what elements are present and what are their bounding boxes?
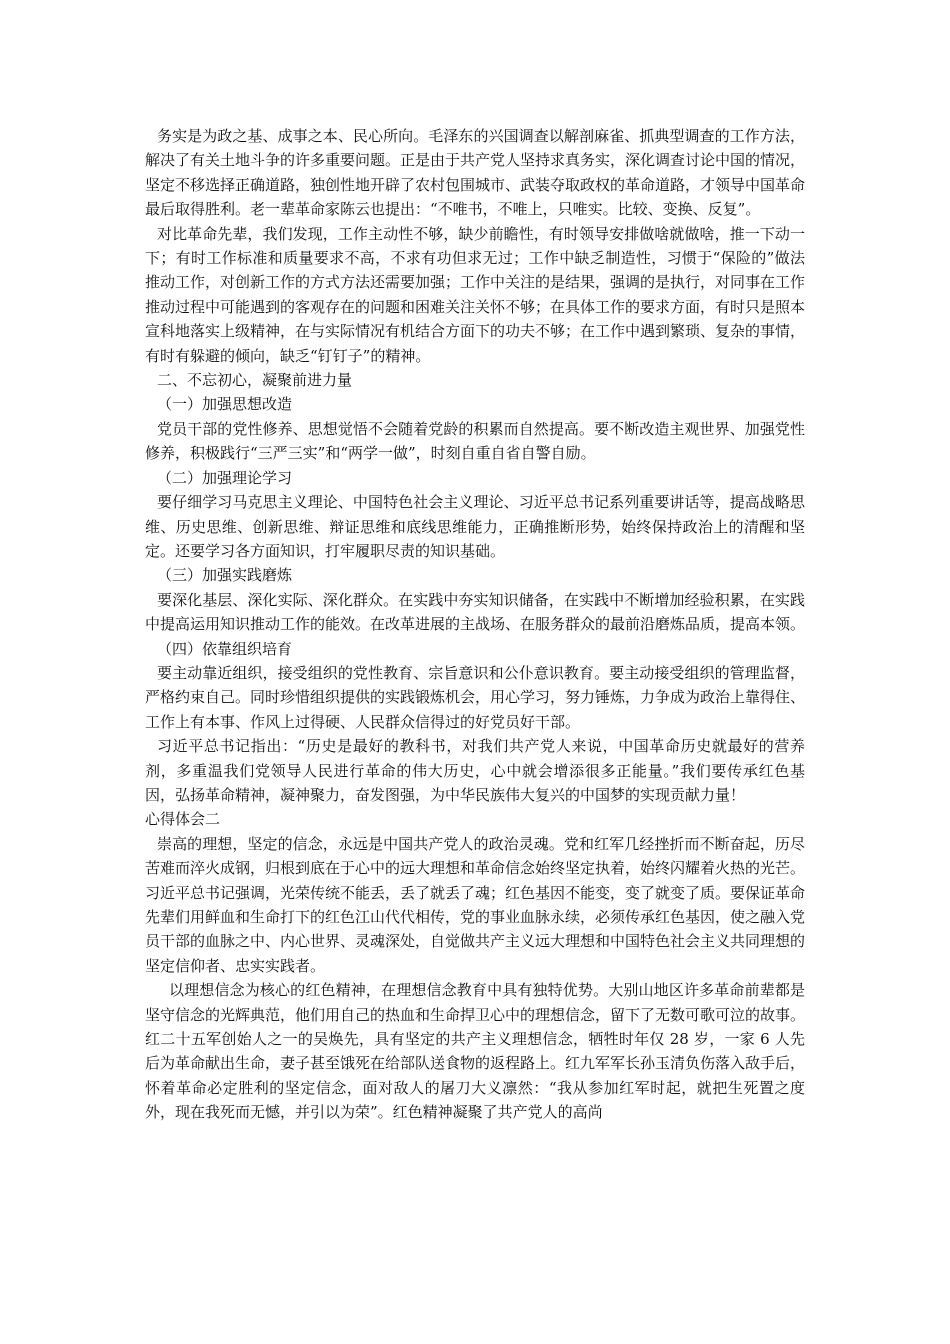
subheading-2: （二）加强理论学习: [157, 468, 293, 487]
subheading-1: （一）加强思想改造: [157, 395, 293, 414]
paragraph-ideals: 崇高的理想，坚定的信念，永远是中国共产党人的政治灵魂。党和红军几经挫折而不断奋起，历尽苦难而淬火成钢，归根到底在于心中的远大理想和革命信念始终坚定执着，始终闪耀着火热的光芒。习近平总书记强调，光荣传统不能丢，丢了就丢了魂；红色基因不能变，变了就变了质。要保证革命先辈们用鲜血和生命打下的红色江山代代相传，党的事业血脉永续，必须传承红色基因，使之融入党员干部的血脉之中、内心世界、灵魂深处，自觉做共产主义远大理想和中国特色社会主义共同理想的坚定信仰者、忠实实践者。: [145, 834, 806, 975]
paragraph-red-spirit: 以理想信念为核心的红色精神，在理想信念教育中具有独特优势。大别山地区许多革命前辈都是坚守信念的光辉典范，他们用自己的热血和生命捍卫心中的理想信念，留下了无数可歌可泣的故事。红二十五军创始人之一的吴焕先，具有坚定的共产主义理想信念，牺牲时年仅 28 岁，一家 6 人先后为革命献出生命，妻子甚至饿死在给部队送食物的返程路上。红九军军长孙玉清负伤落入敌手后，怀着革命必定胜利的坚定信念，面对敌人的屠刀大义凛然：“我从参加红军时起，就把生死置之度外，现在我死而无憾，并引以为荣”。红色精神凝聚了共产党人的高尚: [145, 981, 806, 1122]
section-heading-2: 二、不忘初心，凝聚前进力量: [157, 371, 353, 390]
paragraph-organization: 要主动靠近组织，接受组织的党性教育、宗旨意识和公仆意识教育。要主动接受组织的管理监督，严格约束自己。同时珍惜组织提供的实践锻炼机会，用心学习，努力锤炼，力争成为政治上靠得住、工作上有本事、作风上过得硬、人民群众信得过的好党员好干部。: [145, 663, 806, 731]
section-title-experience-2: 心得体会二: [145, 810, 221, 829]
paragraph-thought-reform: 党员干部的党性修养、思想觉悟不会随着党龄的积累而自然提高。要不断改造主观世界、加强党性修养，积极践行“三严三实”和“两学一做”，时刻自重自省自警自励。: [145, 419, 805, 463]
paragraph-practical-work: 务实是为政之基、成事之本、民心所向。毛泽东的兴国调查以解剖麻雀、抓典型调查的工作方法，解决了有关土地斗争的许多重要问题。正是由于共产党人坚持求真务实，深化调查讨论中国的情况，坚定不移选择正确道路，独创性地开辟了农村包围城市、武装夺取政权的革命道路，才领导中国革命最后取得胜利。老一辈革命家陈云也提出：“不唯书，不唯上，只唯实。比较、变换、反复”。: [145, 127, 806, 219]
subheading-4: （四）依靠组织培育: [157, 639, 293, 658]
paragraph-theory-study: 要仔细学习马克思主义理论、中国特色社会主义理论、习近平总书记系列重要讲话等，提高战略思维、历史思维、创新思维、辩证思维和底线思维能力，正确推断形势，始终保持政治上的清醒和坚定。还要学习各方面知识，打牢履职尽责的知识基础。: [145, 493, 805, 560]
paragraph-self-comparison: 对比革命先辈，我们发现，工作主动性不够，缺少前瞻性，有时领导安排做啥就做啥，推一下动一下；有时工作标准和质量要求不高，不求有功但求无过；工作中缺乏制造性，习惯于“保险的”做法推动工作，对创新工作的方式方法还需要加强；工作中关注的是结果，强调的是执行，对同事在工作推动过程中可能遇到的客观存在的问题和困难关注关怀不够；在具体工作的要求方面，有时只是照本宣科地落实上级精神，在与实际情况有机结合方面下的功夫不够；在工作中遇到繁琐、复杂的事情，有时有躲避的倾向，缺乏“钉钉子”的精神。: [145, 224, 806, 365]
paragraph-quote: 习近平总书记指出：“历史是最好的教科书，对我们共产党人来说，中国革命历史就最好的营养剂，多重温我们党领导人民进行革命的伟大历史，心中就会增添很多正能量。”我们要传承红色基因，弘扬革命精神，凝神聚力，奋发图强，为中华民族伟大复兴的中国梦的实现贡献力量！: [145, 737, 805, 804]
paragraph-practice: 要深化基层、深化实际、深化群众。在实践中夯实知识储备，在实践中不断增加经验积累，在实践中提高运用知识推动工作的能效。在改革进展的主战场、在服务群众的最前沿磨炼品质，提高本领。: [145, 590, 806, 634]
subheading-3: （三）加强实践磨炼: [157, 566, 293, 585]
document-page: [145, 124, 805, 1125]
